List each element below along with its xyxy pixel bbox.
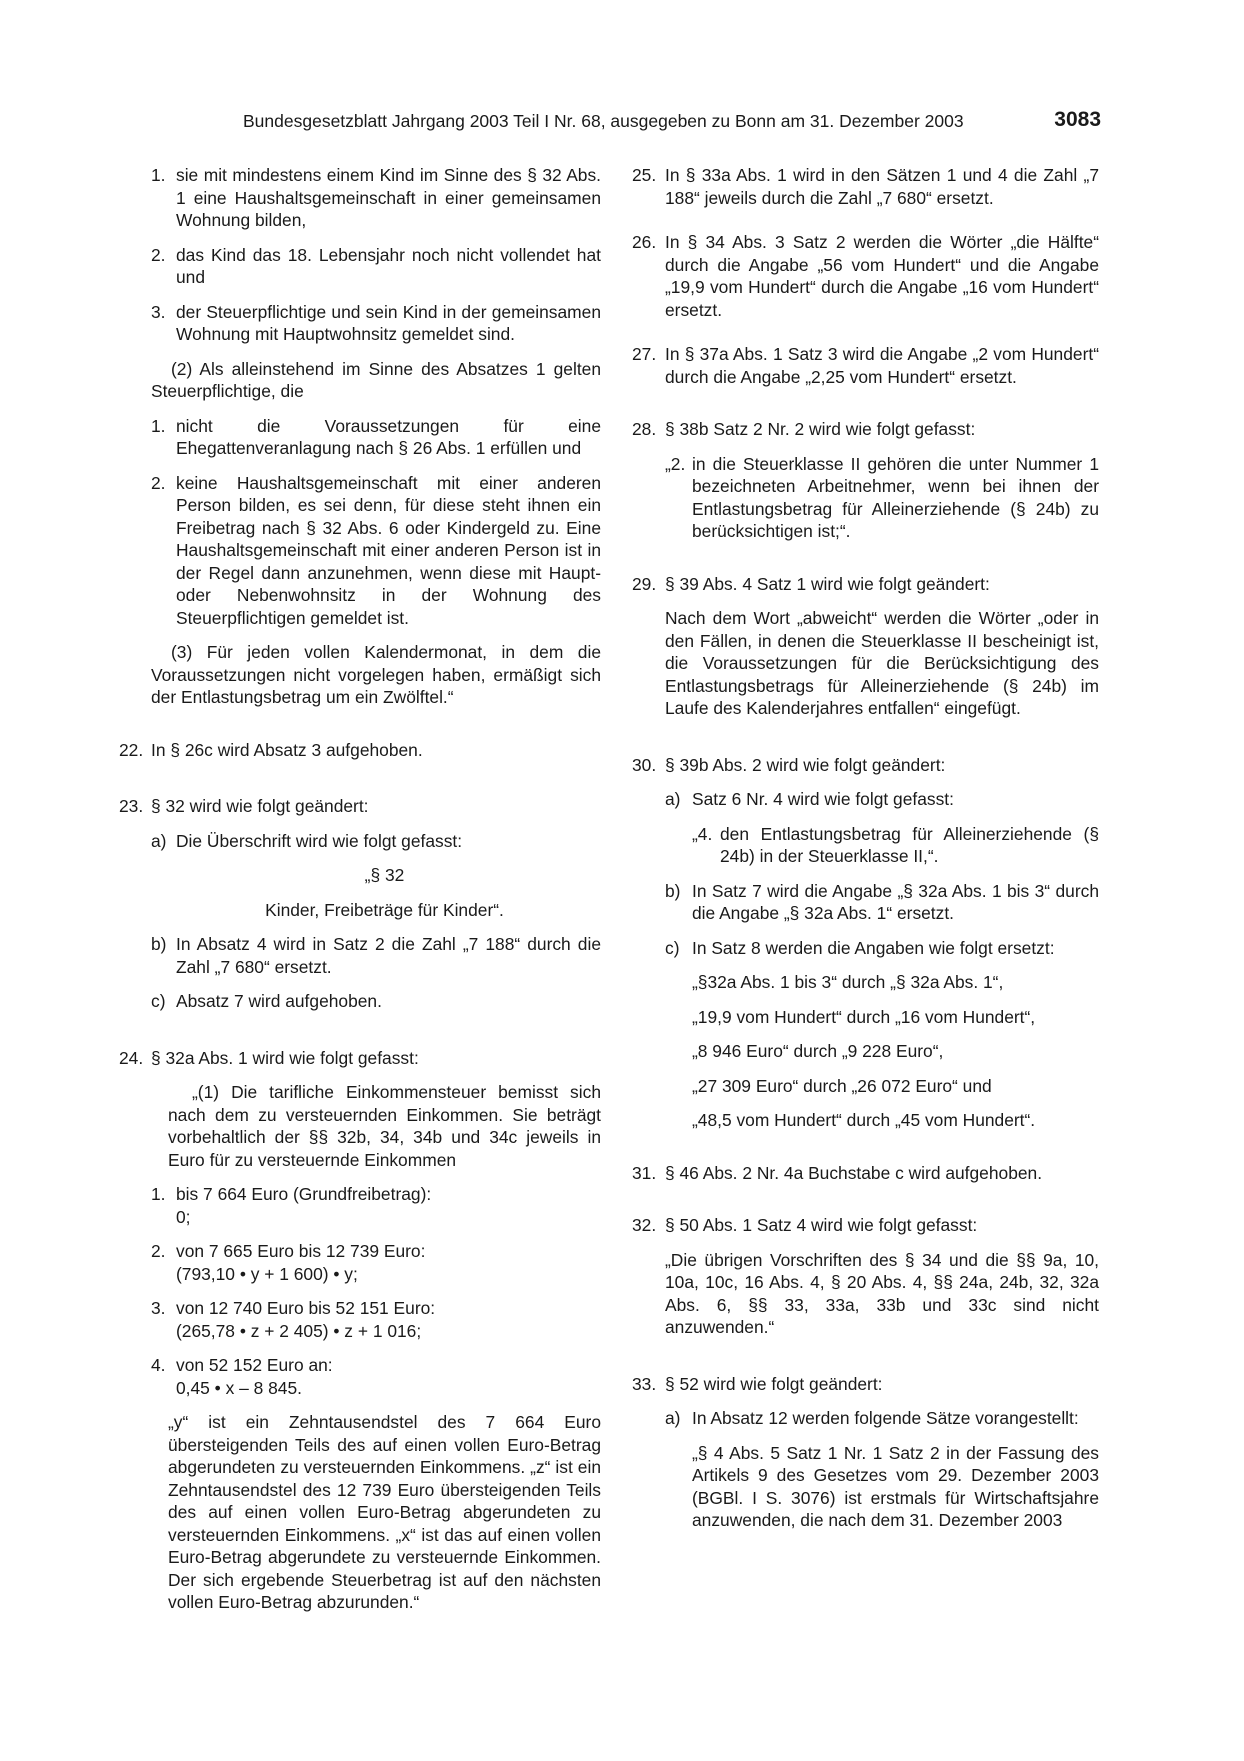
- paragraph: „(1) Die tarifliche Einkommensteuer bemisst sich nach dem zu versteuernden Einkommen. Sie beträgt vorbehaltlich der §§ 32b, 34, 34b und 34c jeweils in Euro für zu versteuernde Einkommen: [168, 1082, 601, 1170]
- right-column: [632, 164, 1099, 1532]
- replacement-line: „19,9 vom Hundert“ durch „16 vom Hundert“,: [692, 1006, 1036, 1027]
- list-item: 2. von 7 665 Euro bis 12 739 Euro: (793,10 • y + 1 600) • y;: [151, 1241, 426, 1284]
- paragraph: (2) Als alleinstehend im Sinne des Absatzes 1 gelten Steuerpflichtige, die: [151, 358, 601, 401]
- list-item: 31. § 46 Abs. 2 Nr. 4a Buchstabe c wird aufgehoben.: [632, 1162, 1043, 1183]
- list-item: „4. den Entlastungsbetrag für Alleinerziehende (§ 24b) in der Steuerklasse II,“.: [692, 823, 1099, 866]
- paragraph: „y“ ist ein Zehntausendstel des 7 664 Euro übersteigenden Teils des auf einen vollen Euro-Betrag abgerundeten zu versteuernden Einkommens. „z“ ist ein Zehntausendstel des 12 739 Euro übersteigenden Teils des auf einen vollen Euro-Betrag abgerundeten zu versteuernden Einkommens. „x“ ist das auf einen vollen Euro-Betrag abgerundete zu versteuernde Einkommen. Der sich ergebende Steuerbetrag ist auf den nächsten vollen Euro-Betrag abzurunden.“: [168, 1412, 601, 1612]
- list-item: 1. nicht die Voraussetzungen für eine Ehegattenveranlagung nach § 26 Abs. 1 erfüllen und: [151, 415, 601, 458]
- list-item: c) In Satz 8 werden die Angaben wie folgt ersetzt:: [665, 937, 1055, 958]
- list-item: 24. § 32a Abs. 1 wird wie folgt gefasst:: [119, 1047, 419, 1068]
- page-number: 3083: [1054, 108, 1101, 131]
- paragraph: „§ 4 Abs. 5 Satz 1 Nr. 1 Satz 2 in der Fassung des Artikels 9 des Gesetzes vom 29. Dezember 2003 (BGBl. I S. 3076) ist erstmals für Wirtschaftsjahre anzuwenden, die nach dem 31. Dezember 2003: [692, 1442, 1099, 1530]
- list-item: a) Die Überschrift wird wie folgt gefasst:: [151, 830, 463, 851]
- list-item: 27. In § 37a Abs. 1 Satz 3 wird die Angabe „2 vom Hundert“ durch die Angabe „2,25 vom Hundert“ ersetzt.: [632, 344, 1099, 387]
- list-item: 3. der Steuerpflichtige und sein Kind in der gemeinsamen Wohnung mit Hauptwohnsitz gemeldet sind.: [151, 301, 601, 344]
- list-item: 3. von 12 740 Euro bis 52 151 Euro: (265,78 • z + 2 405) • z + 1 016;: [151, 1298, 436, 1341]
- list-item: 1. bis 7 664 Euro (Grundfreibetrag): 0;: [151, 1184, 432, 1227]
- replacement-line: „48,5 vom Hundert“ durch „45 vom Hundert“.: [692, 1110, 1036, 1130]
- left-column: [119, 164, 601, 1614]
- list-item: 33. § 52 wird wie folgt geändert:: [632, 1373, 883, 1394]
- replacement-line: „27 309 Euro“ durch „26 072 Euro“ und: [692, 1075, 992, 1096]
- list-item: 29. § 39 Abs. 4 Satz 1 wird wie folgt geändert:: [632, 573, 990, 594]
- page-header: [243, 108, 1101, 141]
- list-item: 22. In § 26c wird Absatz 3 aufgehoben.: [119, 739, 423, 760]
- list-item: a) Satz 6 Nr. 4 wird wie folgt gefasst:: [665, 789, 954, 809]
- section-heading: Kinder, Freibeträge für Kinder“.: [265, 899, 504, 920]
- list-item: 25. In § 33a Abs. 1 wird in den Sätzen 1 und 4 die Zahl „7 188“ jeweils durch die Zahl „7 680“ ersetzt.: [632, 165, 1099, 208]
- replacement-line: „8 946 Euro“ durch „9 228 Euro“,: [692, 1041, 944, 1061]
- list-item: a) In Absatz 12 werden folgende Sätze vorangestellt:: [665, 1408, 1079, 1428]
- list-item: 4. von 52 152 Euro an: 0,45 • x – 8 845.: [151, 1355, 333, 1398]
- journal-title: Bundesgesetzblatt Jahrgang 2003 Teil I Nr. 68, ausgegeben zu Bonn am 31. Dezember 2003: [243, 111, 964, 131]
- list-item: 32. § 50 Abs. 1 Satz 4 wird wie folgt gefasst:: [632, 1215, 978, 1235]
- replacement-line: „§32a Abs. 1 bis 3“ durch „§ 32a Abs. 1“,: [692, 972, 1004, 992]
- list-item: c) Absatz 7 wird aufgehoben.: [151, 991, 382, 1011]
- list-item: 1. sie mit mindestens einem Kind im Sinne des § 32 Abs. 1 eine Haushaltsgemeinschaft in einer gemeinsamen Wohnung bilden,: [151, 165, 601, 230]
- list-item: 2. keine Haushaltsgemeinschaft mit einer anderen Person bilden, es sei denn, für diese steht ihnen ein Freibetrag nach § 32 Abs. 6 oder Kindergeld zu. Eine Haushaltsgemeinschaft mit einer anderen Person ist in der Regel dann anzunehmen, wenn diese mit Haupt- oder Nebenwohnsitz in der Wohnung des Steuerpflichtigen gemeldet ist.: [151, 472, 601, 628]
- list-item: 26. In § 34 Abs. 3 Satz 2 werden die Wörter „die Hälfte“ durch die Angabe „56 vom Hundert“ und die Angabe „19,9 vom Hundert“ durch die Angabe „16 vom Hundert“ ersetzt.: [632, 232, 1099, 320]
- list-item: 28. § 38b Satz 2 Nr. 2 wird wie folgt gefasst:: [632, 419, 976, 439]
- paragraph: „Die übrigen Vorschriften des § 34 und die §§ 9a, 10, 10a, 10c, 16 Abs. 4, § 20 Abs. 4, §§ 24a, 24b, 32, 32a Abs. 6, §§ 33, 33a, 33b und 33c sind nicht anzuwenden.“: [665, 1249, 1099, 1337]
- list-item: b) In Absatz 4 wird in Satz 2 die Zahl „7 188“ durch die Zahl „7 680“ ersetzt.: [151, 934, 601, 977]
- paragraph: Nach dem Wort „abweicht“ werden die Wörter „oder in den Fällen, in denen die Steuerklasse II bescheinigt ist, die Voraussetzungen für die Berücksichtigung des Entlastungsbetrags für Alleinerziehende (§ 24b) im Laufe des Kalenderjahres entfallen“ eingefügt.: [665, 608, 1099, 718]
- list-item: „2. in die Steuerklasse II gehören die unter Nummer 1 bezeichneten Arbeitnehmer, wenn bei ihnen der Entlastungsbetrag für Alleinerziehende (§ 24b) zu berücksichtigen ist;“.: [665, 453, 1099, 541]
- list-item: 2. das Kind das 18. Lebensjahr noch nicht vollendet hat und: [151, 244, 601, 287]
- list-item: b) In Satz 7 wird die Angabe „§ 32a Abs. 1 bis 3“ durch die Angabe „§ 32a Abs. 1“ ersetzt.: [665, 880, 1099, 923]
- list-item: 23. § 32 wird wie folgt geändert:: [119, 796, 369, 816]
- paragraph: (3) Für jeden vollen Kalendermonat, in dem die Voraussetzungen nicht vorgelegen haben, ermäßigt sich der Entlastungsbetrag um ein Zwölftel.“: [151, 642, 601, 707]
- section-heading: „§ 32: [364, 865, 405, 885]
- list-item: 30. § 39b Abs. 2 wird wie folgt geändert:: [632, 754, 946, 775]
